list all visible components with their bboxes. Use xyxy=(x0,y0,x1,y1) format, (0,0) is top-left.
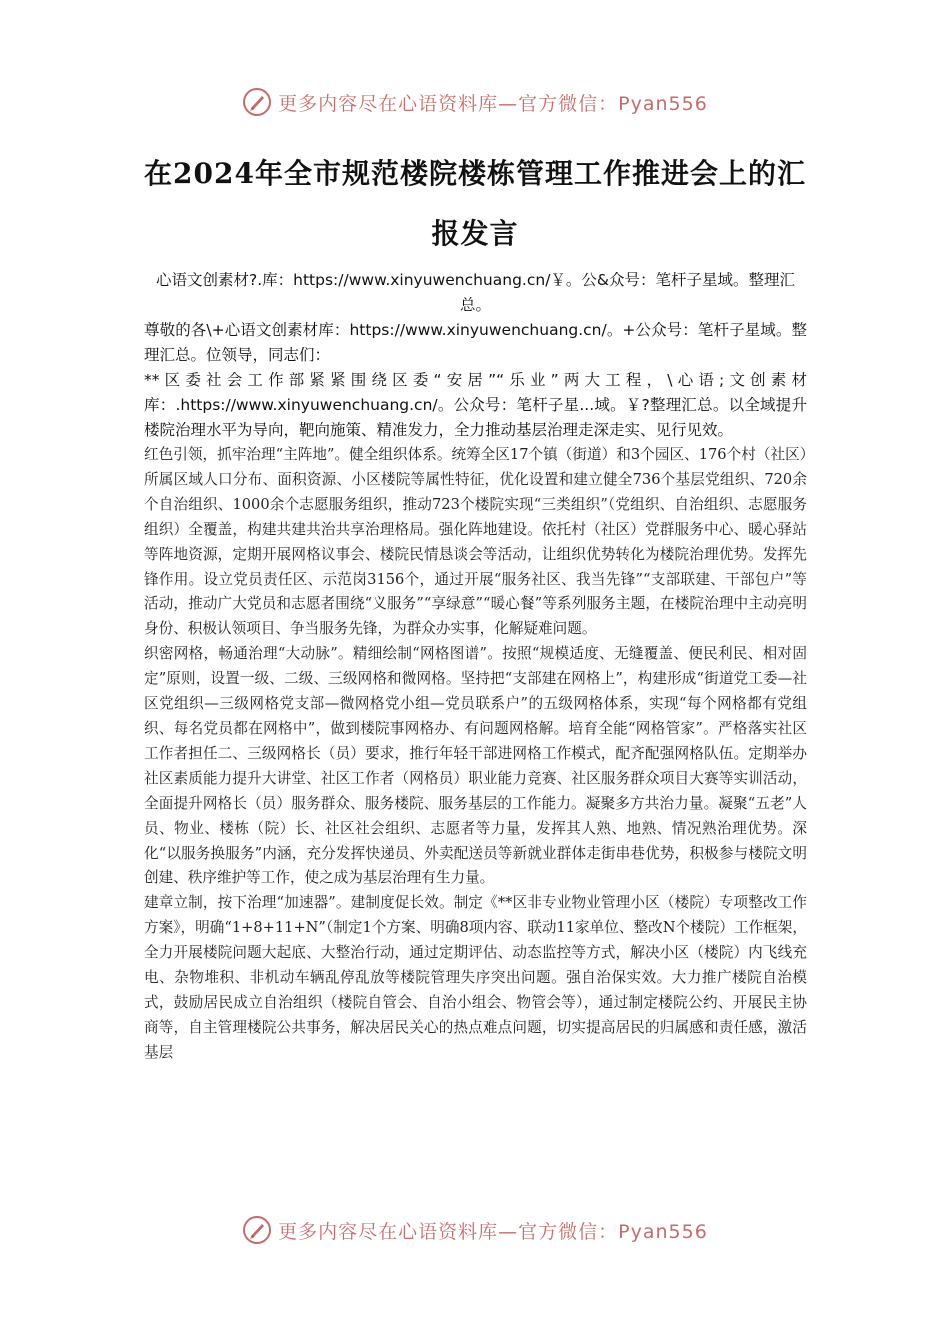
document-body xyxy=(144,268,807,1066)
header-banner xyxy=(0,82,950,122)
intro-overview: **区委社会工作部紧紧围绕区委“安居”“乐业”两大工程，\心语;文创素材库：.https://www.xinyuwenchuang.cn/。公众号：笔杆子星...域。￥?整理汇总。以全域提升楼院治理水平为导向，靶向施策、精准发力，全力推动基层治理走深走实、见行见效。 xyxy=(144,371,807,439)
intro-salutation: 尊敬的各\+心语文创素材库：https://www.xinyuwenchuang.cn/。+公众号：笔杆子星域。整理汇总。位领导，同志们： xyxy=(144,321,807,364)
document-title: 在2024年全市规范楼院楼栋管理工作推进会上的汇报发言 xyxy=(144,157,806,250)
footer-banner xyxy=(0,1210,950,1250)
footer-banner-text: 更多内容尽在心语资料库—官方微信：Pyan556 xyxy=(278,1220,708,1243)
writing-quill-logo-icon xyxy=(242,87,272,117)
paragraph-rules-system: 建章立制，按下治理“加速器”。建制度促长效。制定《**区非专业物业管理小区（楼院）专项整改工作方案》，明确“1+8+11+N”（制定1个方案、明确8项内容、联动11家单位、整改N个楼院）工作框架，全力开展楼院问题大起底、大整治行动，通过定期评估、动态监控等方式，解决小区（楼院）内飞线充电、杂物堆积、非机动车辆乱停乱放等楼院管理失序突出问题。强自治保实效。大力推广楼院自治模式，鼓励居民成立自治组织（楼院自管会、自治小组会、物管会等），通过制定楼院公约、开展民主协商等，自主管理楼院公共事务，解决居民关心的热点难点问题，切实提高居民的归属感和责任感，激活基层 xyxy=(144,894,807,1061)
paragraph-red-leadership: 红色引领，抓牢治理“主阵地”。健全组织体系。统筹全区17个镇（街道）和3个园区、176个村（社区）所属区域人口分布、面积资源、小区楼院等属性特征，优化设置和建立健全736个基层党组织、720余个自治组织、1000余个志愿服务组织，推动723个楼院实现“三类组织”（党组织、自治组织、志愿服务组织）全覆盖，构建共建共治共享治理格局。强化阵地建设。依托村（社区）党群服务中心、暖心驿站等阵地资源，定期开展网格议事会、楼院民情恳谈会等活动，让组织优势转化为楼院治理优势。发挥先锋作用。设立党员责任区、示范岗3156个，通过开展“服务社区、我当先锋”“支部联建、干部包户”等活动，推动广大党员和志愿者围绕“义服务”“享绿意”“暖心餐”等系列服务主题，在楼院治理中主动亮明身份、积极认领项目、争当服务先锋，为群众办实事，化解疑难问题。 xyxy=(144,446,807,638)
header-banner-text: 更多内容尽在心语资料库—官方微信：Pyan556 xyxy=(278,92,708,115)
intro-source-line: 心语文创素材?.库：https://www.xinyuwenchuang.cn/￥。公&众号：笔杆子星域。整理汇总。 xyxy=(156,271,795,314)
writing-quill-logo-icon xyxy=(242,1215,272,1245)
paragraph-grid-network: 织密网格，畅通治理“大动脉”。精细绘制“网格图谱”。按照“规模适度、无缝覆盖、便民利民、相对固定”原则，设置一级、二级、三级网格和微网格。坚持把“支部建在网格上”，构建形成“街道党工委—社区党组织—三级网格党支部—微网格党小组—党员联系户”的五级网格体系，实现“每个网格都有党组织、每名党员都在网格中”，做到楼院事网格办、有问题网格解。培育全能“网格管家”。严格落实社区工作者担任二、三级网格长（员）要求，推行年轻干部进网格工作模式，配齐配强网格队伍。定期举办社区素质能力提升大讲堂、社区工作者（网格员）职业能力竞赛、社区服务群众项目大赛等实训活动，全面提升网格长（员）服务群众、服务楼院、服务基层的工作能力。凝聚多方共治力量。凝聚“五老”人员、物业、楼栋（院）长、社区社会组织、志愿者等力量，发挥其人熟、地熟、情况熟治理优势。深化“以服务换服务”内涵，充分发挥快递员、外卖配送员等新就业群体走街串巷优势，积极参与楼院文明创建、秩序维护等工作，使之成为基层治理有生力量。 xyxy=(144,645,807,887)
